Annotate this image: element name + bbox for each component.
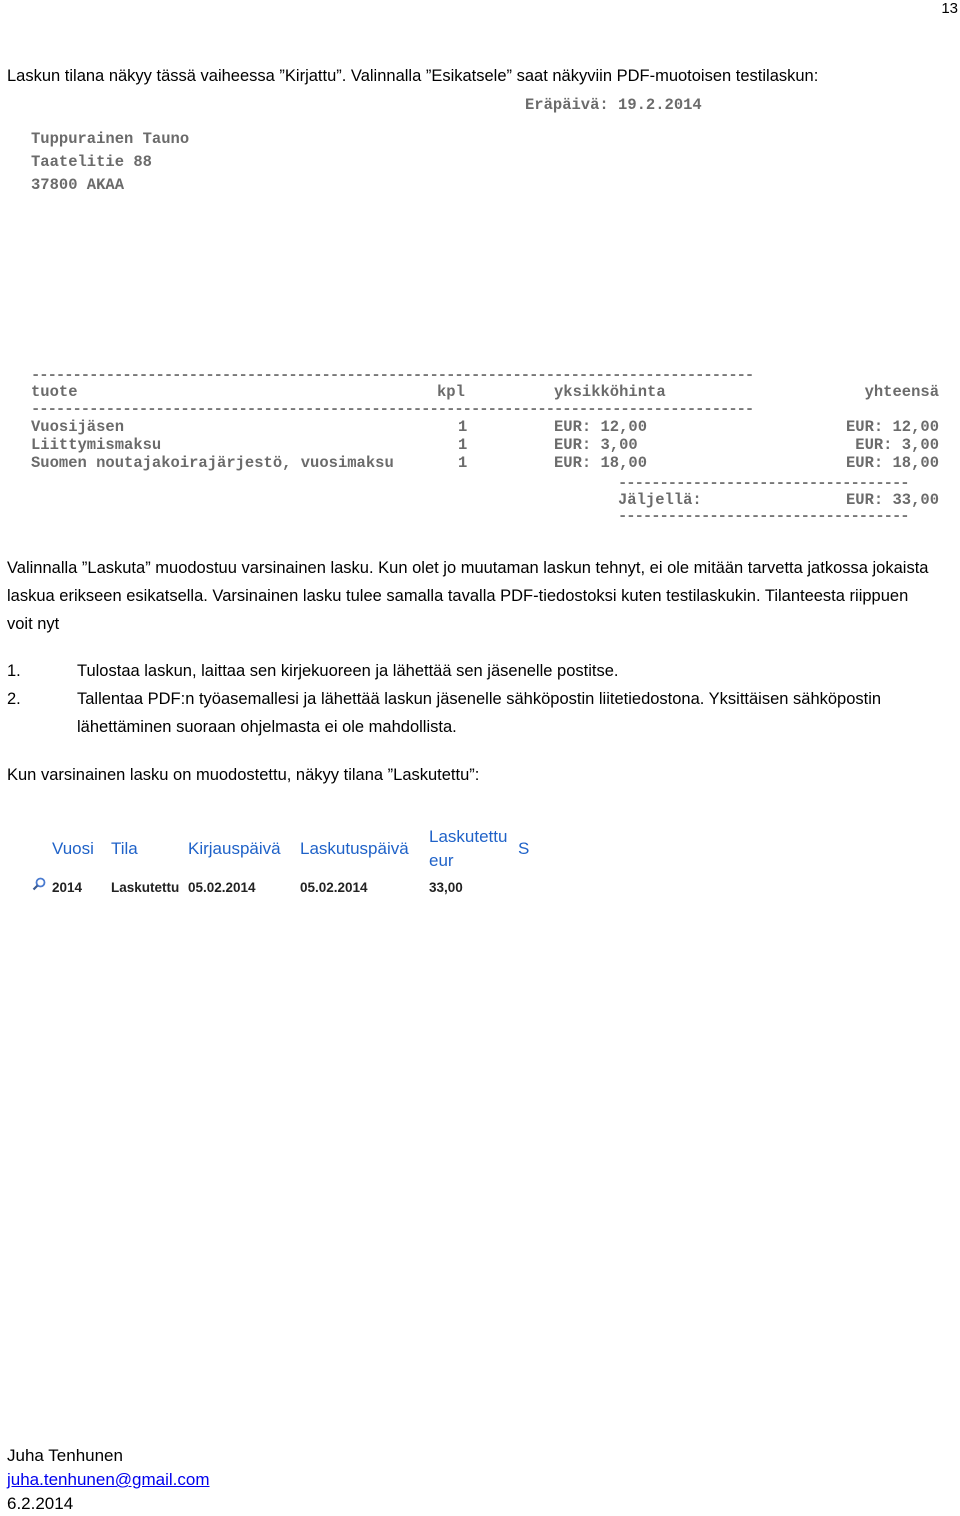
- col-header-total: yhteensä: [864, 383, 939, 401]
- row-total: EUR: 3,00: [855, 436, 939, 454]
- sum-divider: -----------------------------------: [618, 474, 909, 492]
- col-header-qty: kpl: [437, 383, 465, 401]
- sum-divider: -----------------------------------: [618, 507, 909, 525]
- row-unit-price: EUR: 3,00: [554, 436, 638, 454]
- col-header-unit-price: yksikköhinta: [554, 383, 666, 401]
- row-qty: 1: [458, 454, 468, 472]
- grid-cell-invoiced: 33,00: [429, 880, 463, 895]
- grid-header-invoice-date[interactable]: Laskutuspäivä: [300, 839, 409, 858]
- row-total: EUR: 18,00: [845, 454, 939, 472]
- grid-cell-invoice-date: 05.02.2014: [300, 880, 368, 895]
- grid-header-entry-date[interactable]: Kirjauspäivä: [188, 839, 281, 858]
- row-product: Liittymismaksu: [31, 436, 162, 454]
- grid-cell-entry-date: 05.02.2014: [188, 880, 256, 895]
- row-qty: 1: [458, 436, 468, 454]
- row-qty: 1: [458, 418, 468, 436]
- col-header-product: tuote: [31, 383, 78, 401]
- row-product: Vuosijäsen: [31, 418, 125, 436]
- footer: [7, 1444, 210, 1516]
- remaining-value: EUR: 33,00: [845, 491, 939, 509]
- status-paragraph: Kun varsinainen lasku on muodostettu, näkyy tilana ”Laskutettu”:: [7, 766, 480, 784]
- document-date: 6.2.2014: [7, 1494, 74, 1513]
- divider-line: ---------------------------------------------------------------------------------------: [31, 366, 754, 384]
- list-text: Tallentaa PDF:n työasemallesi ja lähettää laskun jäsenelle sähköpostin liitetiedostona. Yksittäisen sähköpostin lähettäminen suoraan ohjelmasta ei ole mahdollista.: [77, 690, 882, 736]
- author-name: Juha Tenhunen: [7, 1446, 123, 1465]
- grid-header-status[interactable]: Tila: [111, 839, 138, 858]
- list-number: 1.: [7, 662, 21, 680]
- page-number: 13: [941, 0, 958, 17]
- intro-paragraph: Laskun tilana näkyy tässä vaiheessa ”Kirjattu”. Valinnalla ”Esikatsele” saat näkyviin PDF-muotoisen testilaskun:: [7, 67, 819, 85]
- invoice-paragraph: Valinnalla ”Laskuta” muodostuu varsinainen lasku. Kun olet jo muutaman laskun tehnyt, ei ole mitään tarvetta jatkossa jokaista laskua erikseen esikatsella. Varsinainen lasku tulee samalla tavalla PDF-tiedostoksi kuten testilaskukin. Tilanteesta riippuen voit nyt: [7, 559, 929, 633]
- row-product: Suomen noutajakoirajärjestö, vuosimaksu: [31, 454, 394, 472]
- list-number: 2.: [7, 690, 21, 708]
- remaining-label: Jäljellä:: [618, 491, 702, 509]
- row-total: EUR: 12,00: [845, 418, 939, 436]
- author-email-link[interactable]: juha.tenhunen@gmail.com: [7, 1470, 210, 1489]
- divider-line: ---------------------------------------------------------------------------------------: [31, 400, 754, 418]
- due-date: Eräpäivä: 19.2.2014: [525, 96, 702, 114]
- grid-header-invoiced-unit: eur: [429, 851, 454, 870]
- recipient-postal: 37800 AKAA: [31, 176, 125, 194]
- row-unit-price: EUR: 18,00: [554, 454, 648, 472]
- recipient-name: Tuppurainen Tauno: [31, 130, 190, 148]
- grid-header-cut: S: [518, 839, 530, 858]
- grid-cell-year: 2014: [52, 880, 83, 895]
- grid-cell-status: Laskutettu: [111, 880, 180, 895]
- list-text: Tulostaa laskun, laittaa sen kirjekuoreen ja lähettää sen jäsenelle postitse.: [77, 662, 619, 680]
- row-unit-price: EUR: 12,00: [554, 418, 648, 436]
- magnifier-icon[interactable]: [32, 877, 46, 896]
- options-list: [7, 657, 957, 741]
- list-item: [7, 657, 957, 685]
- recipient-street: Taatelitie 88: [31, 153, 152, 171]
- grid-header-invoiced[interactable]: Laskutettu: [429, 827, 508, 846]
- grid-header-year[interactable]: Vuosi: [52, 839, 94, 858]
- list-item: [7, 685, 957, 741]
